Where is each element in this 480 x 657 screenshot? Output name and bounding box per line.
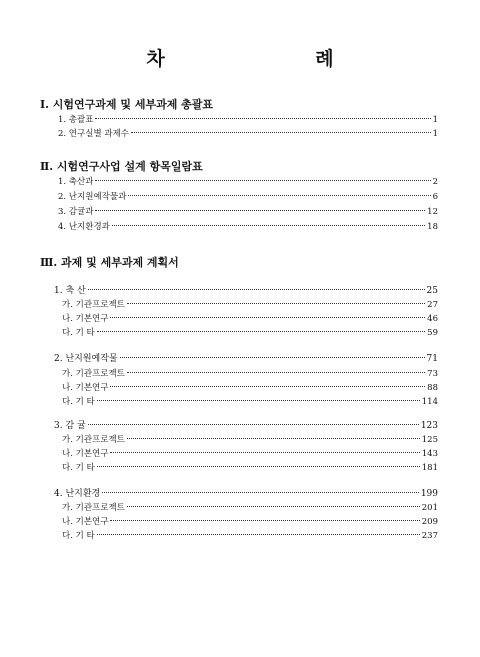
toc-entry[interactable] bbox=[58, 128, 438, 140]
entry-label: 가. 기관프로젝트 bbox=[62, 435, 125, 445]
toc-entry[interactable] bbox=[58, 114, 438, 126]
entry-label: 4. 난지환경 bbox=[54, 489, 101, 499]
entry-page: 59 bbox=[427, 328, 438, 338]
entry-label: 가. 기관프로젝트 bbox=[62, 503, 125, 513]
leader-dots bbox=[127, 303, 425, 304]
entry-label: 2. 난지원예작물과 bbox=[58, 192, 127, 202]
leader-dots bbox=[127, 438, 420, 439]
toc-entry[interactable] bbox=[62, 382, 438, 394]
entry-page: 71 bbox=[426, 354, 438, 364]
toc-group-entry[interactable] bbox=[54, 488, 438, 500]
leader-dots bbox=[112, 225, 425, 226]
toc-entry[interactable] bbox=[62, 530, 438, 542]
entry-page: 12 bbox=[427, 207, 438, 217]
toc-entry[interactable] bbox=[62, 502, 438, 514]
entry-page: 143 bbox=[421, 449, 438, 459]
toc-group-entry[interactable] bbox=[54, 420, 438, 432]
entry-page: 199 bbox=[420, 489, 438, 499]
entry-label: 1. 축 산 bbox=[54, 286, 86, 296]
toc-entry[interactable] bbox=[58, 176, 438, 188]
entry-page: 125 bbox=[421, 435, 438, 445]
section-2-heading: Ⅱ. 시험연구사업 설계 항목일람표 bbox=[40, 160, 203, 173]
entry-page: 25 bbox=[426, 286, 438, 296]
entry-page: 1 bbox=[432, 115, 438, 125]
toc-entry[interactable] bbox=[62, 396, 438, 408]
leader-dots bbox=[110, 520, 419, 521]
toc-entry[interactable] bbox=[62, 327, 438, 339]
entry-label: 1. 축산과 bbox=[58, 177, 94, 187]
leader-dots bbox=[110, 386, 425, 387]
leader-dots bbox=[97, 331, 425, 332]
toc-group-entry[interactable] bbox=[54, 353, 438, 365]
leader-dots bbox=[128, 195, 430, 196]
toc-entry[interactable] bbox=[58, 206, 438, 218]
toc-entry[interactable] bbox=[62, 448, 438, 460]
toc-group-entry[interactable] bbox=[54, 285, 438, 297]
toc-entry[interactable] bbox=[62, 516, 438, 528]
entry-label: 나. 기본연구 bbox=[62, 517, 109, 527]
entry-label: 2. 연구실별 과제수 bbox=[58, 129, 129, 139]
leader-dots bbox=[95, 180, 430, 181]
toc-entry[interactable] bbox=[62, 299, 438, 311]
toc-entry[interactable] bbox=[62, 313, 438, 325]
toc-entry[interactable] bbox=[58, 221, 438, 233]
toc-entry[interactable] bbox=[62, 462, 438, 474]
entry-page: 88 bbox=[427, 383, 438, 393]
toc-entry[interactable] bbox=[62, 368, 438, 380]
entry-label: 3. 감 귤 bbox=[54, 421, 86, 431]
entry-label: 가. 기관프로젝트 bbox=[62, 300, 125, 310]
entry-page: 1 bbox=[432, 129, 438, 139]
entry-page: 73 bbox=[427, 369, 438, 379]
entry-page: 27 bbox=[427, 300, 438, 310]
leader-dots bbox=[95, 210, 425, 211]
entry-page: 18 bbox=[427, 222, 438, 232]
section-3-heading: Ⅲ. 과제 및 세부과제 계획서 bbox=[40, 256, 179, 269]
entry-label: 다. 기 타 bbox=[62, 328, 95, 338]
page-title: 차 례 bbox=[146, 48, 406, 70]
section-1-heading: Ⅰ. 시험연구과제 및 세부과제 총괄표 bbox=[40, 98, 214, 111]
entry-page: 6 bbox=[432, 192, 438, 202]
entry-label: 4. 난지환경과 bbox=[58, 222, 110, 232]
leader-dots bbox=[110, 452, 419, 453]
entry-page: 237 bbox=[421, 531, 438, 541]
entry-label: 다. 기 타 bbox=[62, 397, 95, 407]
leader-dots bbox=[97, 466, 420, 467]
entry-page: 209 bbox=[421, 517, 438, 527]
entry-label: 2. 난지원예작물 bbox=[54, 354, 118, 364]
entry-label: 3. 감귤과 bbox=[58, 207, 94, 217]
leader-dots bbox=[97, 400, 420, 401]
entry-label: 나. 기본연구 bbox=[62, 449, 109, 459]
entry-label: 다. 기 타 bbox=[62, 463, 95, 473]
leader-dots bbox=[120, 357, 425, 358]
entry-page: 46 bbox=[427, 314, 438, 324]
leader-dots bbox=[88, 289, 425, 290]
entry-label: 가. 기관프로젝트 bbox=[62, 369, 125, 379]
leader-dots bbox=[97, 534, 420, 535]
toc-entry[interactable] bbox=[58, 191, 438, 203]
toc-entry[interactable] bbox=[62, 434, 438, 446]
leader-dots bbox=[127, 372, 425, 373]
leader-dots bbox=[110, 317, 425, 318]
leader-dots bbox=[131, 132, 431, 133]
entry-page: 2 bbox=[432, 177, 438, 187]
entry-page: 114 bbox=[421, 397, 438, 407]
leader-dots bbox=[102, 492, 419, 493]
entry-label: 1. 총괄표 bbox=[58, 115, 94, 125]
entry-page: 181 bbox=[421, 463, 438, 473]
entry-page: 201 bbox=[421, 503, 438, 513]
entry-label: 다. 기 타 bbox=[62, 531, 95, 541]
entry-label: 나. 기본연구 bbox=[62, 314, 109, 324]
leader-dots bbox=[127, 506, 420, 507]
entry-label: 나. 기본연구 bbox=[62, 383, 109, 393]
leader-dots bbox=[88, 424, 419, 425]
entry-page: 123 bbox=[420, 421, 438, 431]
leader-dots bbox=[95, 118, 430, 119]
